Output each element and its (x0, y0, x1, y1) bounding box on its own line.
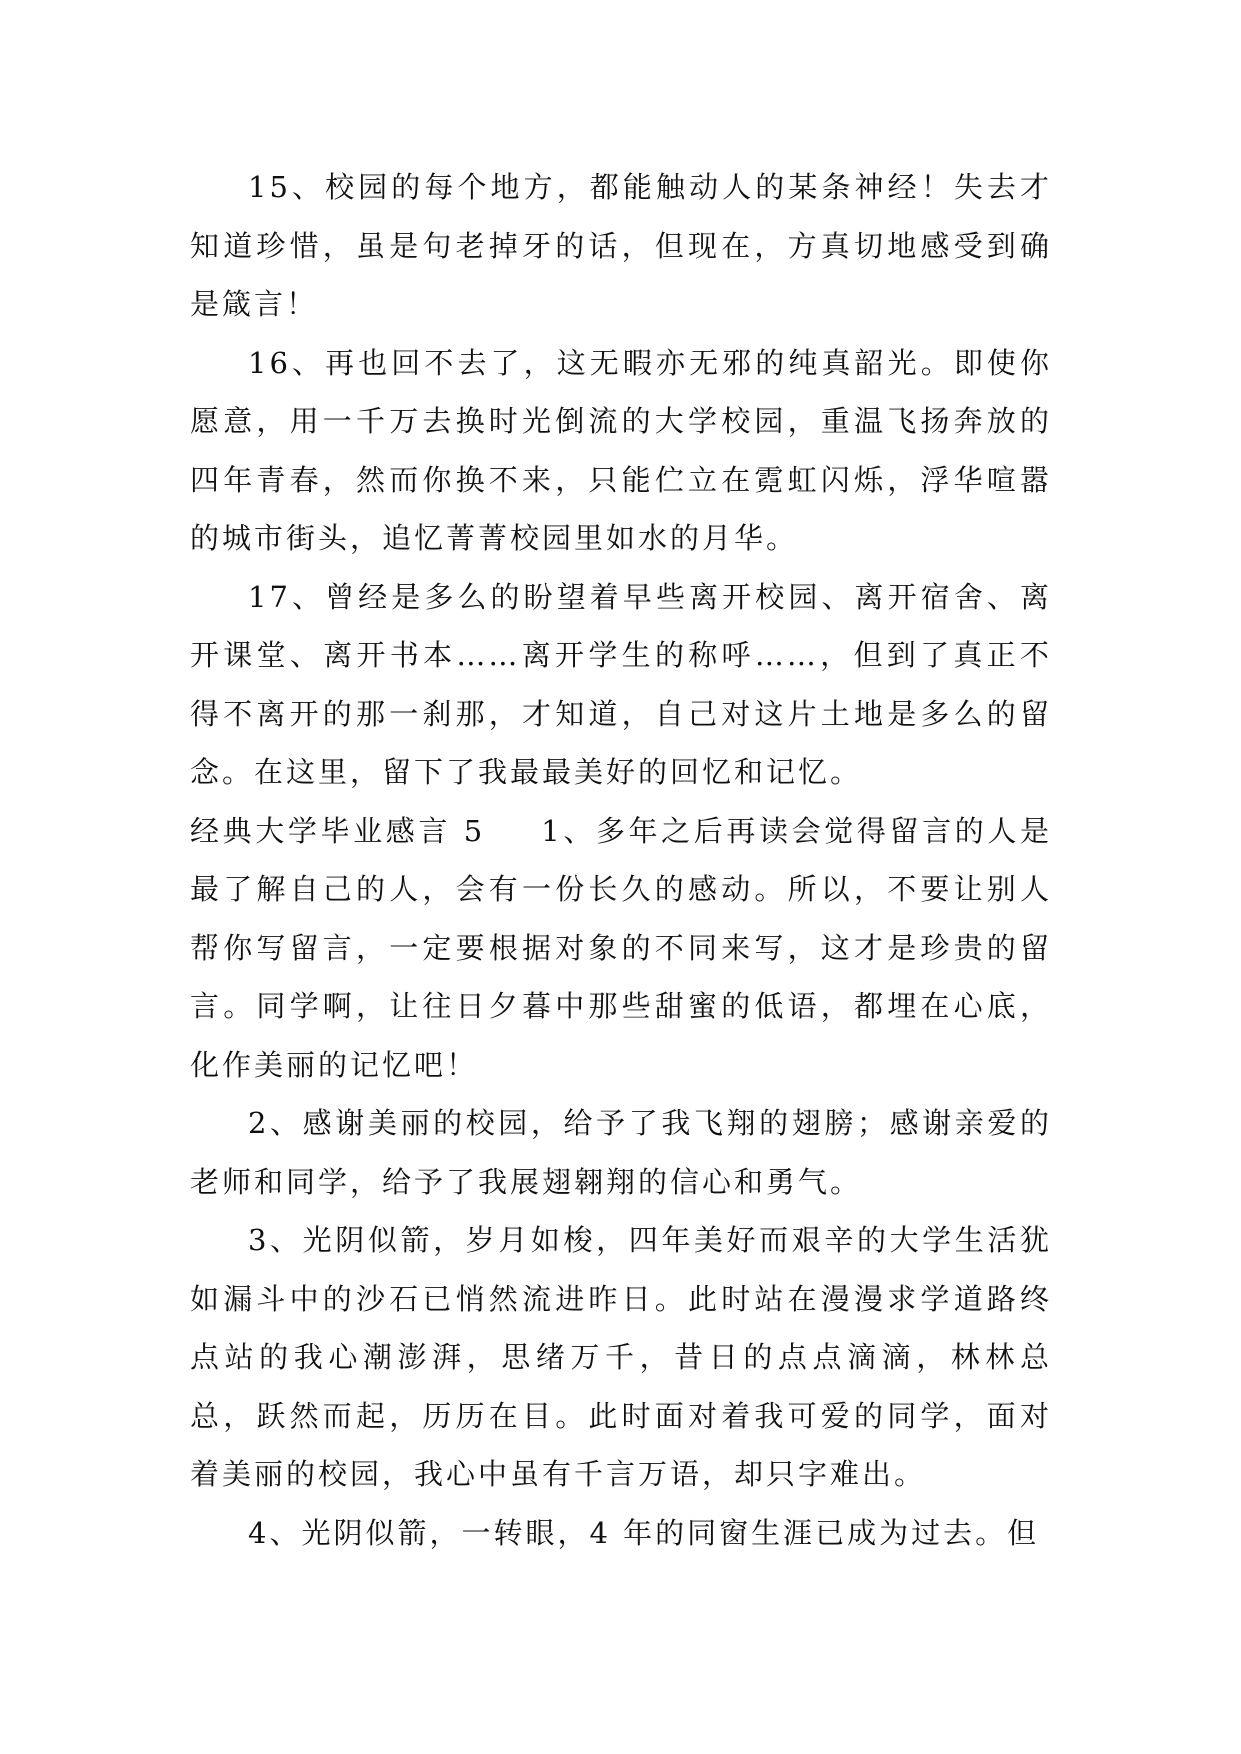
paragraph-15: 15、校园的每个地方，都能触动人的某条神经！失去才知道珍惜，虽是句老掉牙的话，但现在，方真切地感受到确是箴言！ (190, 170, 1052, 321)
paragraph-16: 16、再也回不去了，这无暇亦无邪的纯真韶光。即使你愿意，用一千万去换时光倒流的大学校园，重温飞扬奔放的四年青春，然而你换不来，只能伫立在霓虹闪烁，浮华喧嚣的城市街头，追忆菁菁校园里如水的月华。 (190, 345, 1052, 555)
paragraph-4: 4、光阴似箭，一转眼，4 年的同窗生涯已成为过去。但 (248, 1515, 1040, 1550)
section-5 (190, 802, 1052, 1095)
document-body (190, 158, 1052, 1562)
paragraph-17: 17、曾经是多么的盼望着早些离开校园、离开宿舍、离开课堂、离开书本……离开学生的称呼……，但到了真正不得不离开的那一刹那，才知道，自己对这片土地是多么的留念。在这里，留下了我最最美好的回忆和记忆。 (190, 579, 1052, 789)
paragraph-2: 2、感谢美丽的校园，给予了我飞翔的翅膀；感谢亲爱的老师和同学，给予了我展翅翱翔的信心和勇气。 (190, 1106, 1052, 1199)
section-paragraph-1: 1、多年之后再读会觉得留言的人是最了解自己的人，会有一份长久的感动。所以，不要让别人帮你写留言，一定要根据对象的不同来写，这才是珍贵的留言。同学啊，让往日夕暮中那些甜蜜的低语，都埋在心底，化作美丽的记忆吧！ (190, 813, 1052, 1082)
paragraph-3: 3、光阴似箭，岁月如梭，四年美好而艰辛的大学生活犹如漏斗中的沙石已悄然流进昨日。此时站在漫漫求学道路终点站的我心潮澎湃，思绪万千，昔日的点点滴滴，林林总总，跃然而起，历历在目。此时面对着我可爱的同学，面对着美丽的校园，我心中虽有千言万语，却只字难出。 (190, 1223, 1052, 1491)
section-heading: 经典大学毕业感言 5 (190, 813, 486, 848)
